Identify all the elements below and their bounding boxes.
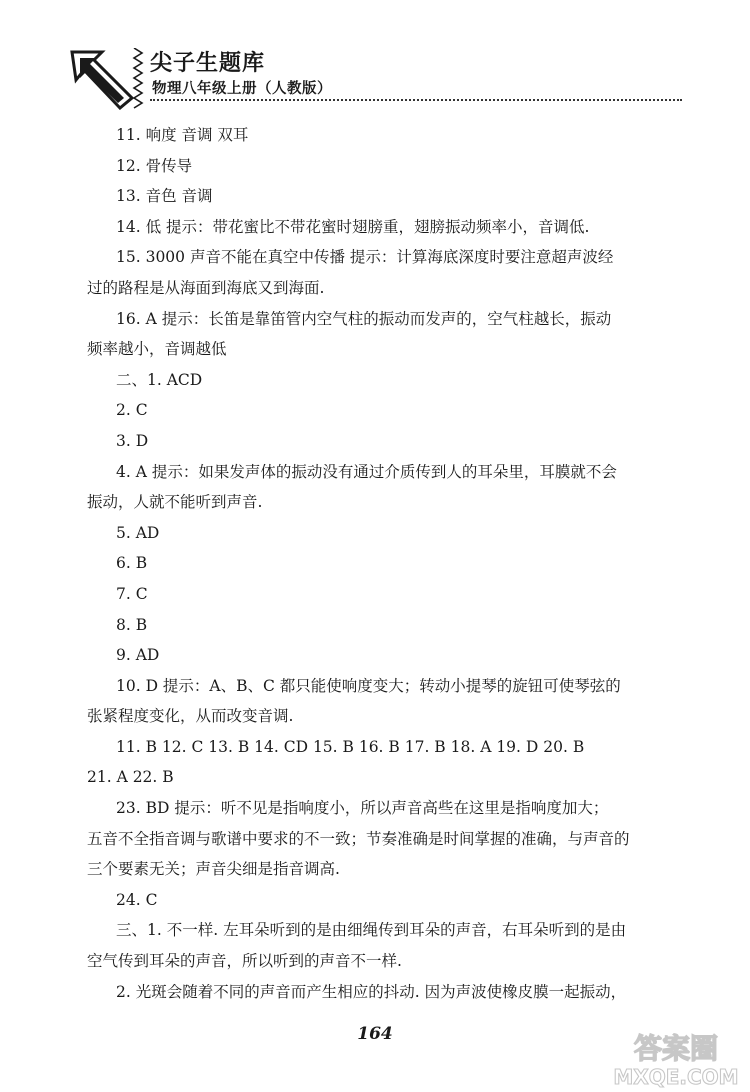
answer-line: 3. D (116, 431, 149, 450)
answer-line: 6. B (116, 554, 148, 573)
answer-line: 振动，人就不能听到声音. (87, 493, 263, 512)
answer-line: 13. 音色 音调 (116, 187, 213, 206)
answer-line: 4. A 提示：如果发声体的振动没有通过介质传到人的耳朵里，耳膜就不会 (116, 462, 617, 481)
answer-line: 8. B (116, 615, 148, 634)
answer-line: 9. AD (116, 646, 160, 665)
watermark-brand: 答案圈 (633, 1032, 719, 1065)
answer-line: 张紧程度变化，从而改变音调. (87, 707, 294, 726)
page-header (70, 44, 690, 114)
answer-line: 2. C (116, 401, 148, 420)
watermark-site: MXQE.COM (613, 1065, 739, 1089)
answer-line: 10. D 提示：A、B、C 都只能使响度变大；转动小提琴的旋钮可使琴弦的 (116, 676, 621, 695)
answer-line: 三个要素无关；声音尖细是指音调高. (87, 860, 340, 879)
dotted-rule (150, 99, 682, 101)
answer-line: 频率越小，音调越低 (87, 340, 227, 359)
answer-line: 21. A 22. B (87, 768, 174, 787)
answer-line: 11. B 12. C 13. B 14. CD 15. B 16. B 17. B 18. A 19. D 20. B (116, 737, 585, 756)
section-heading: 三、1. 不一样. 左耳朵听到的是由细绳传到耳朵的声音，右耳朵听到的是由 (116, 921, 627, 940)
answer-line: 16. A 提示：长笛是靠笛管内空气柱的振动而发声的，空气柱越长，振动 (116, 309, 612, 328)
answer-line: 15. 3000 声音不能在真空中传播 提示：计算海底深度时要注意超声波经 (116, 248, 614, 267)
answer-line: 14. 低 提示：带花蜜比不带花蜜时翅膀重，翅膀振动频率小，音调低. (116, 217, 590, 236)
series-title: 尖子生题库 (150, 51, 266, 76)
answer-line: 23. BD 提示：听不见是指响度小，所以声音高些在这里是指响度加大； (116, 799, 609, 818)
section-heading: 二、1. ACD (116, 370, 203, 389)
answer-line: 过的路程是从海面到海底又到海面. (87, 278, 325, 297)
book-subtitle: 物理八年级上册（人教版） (152, 81, 332, 97)
arrow-logo-icon (70, 50, 134, 110)
page-number: 164 (357, 1024, 393, 1044)
answer-line: 2. 光斑会随着不同的声音而产生相应的抖动. 因为声波使橡皮膜一起振动， (116, 982, 627, 1001)
answer-content (87, 120, 697, 1007)
answer-line: 24. C (116, 890, 158, 909)
answer-line: 5. AD (116, 523, 160, 542)
answer-line: 12. 骨传导 (116, 156, 193, 175)
answer-line: 五音不全指音调与歌谱中要求的不一致；节奏准确是时间掌握的准确，与声音的 (87, 829, 630, 848)
zigzag-divider-icon (132, 48, 144, 110)
watermark-logo (606, 1026, 746, 1090)
answer-line: 7. C (116, 584, 148, 603)
answer-line: 11. 响度 音调 双耳 (116, 126, 249, 144)
answer-line: 空气传到耳朵的声音，所以听到的声音不一样. (87, 952, 402, 971)
